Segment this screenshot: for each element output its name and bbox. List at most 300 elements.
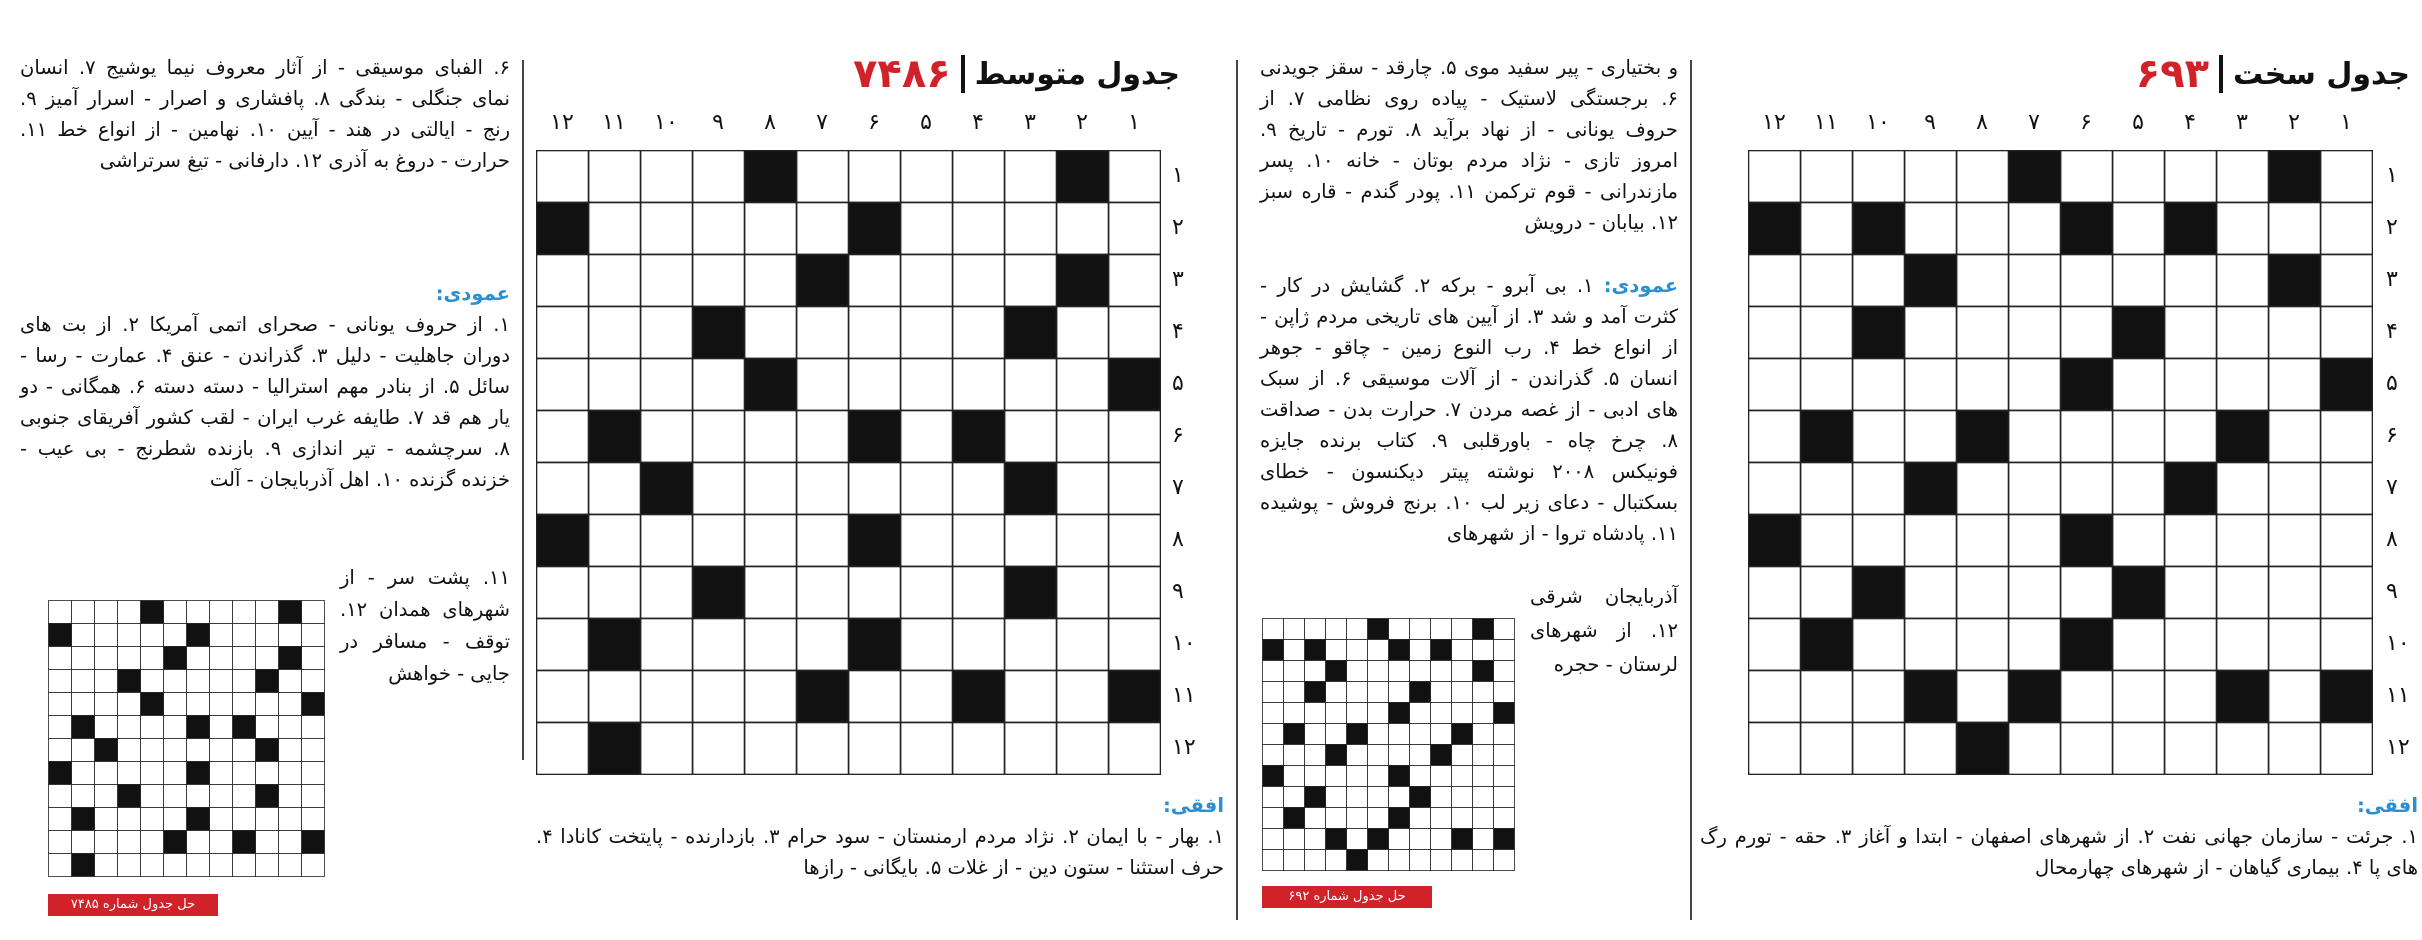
white-cell[interactable] bbox=[1057, 307, 1109, 359]
white-cell bbox=[1263, 661, 1284, 682]
white-cell[interactable] bbox=[901, 255, 953, 307]
black-cell bbox=[2113, 567, 2165, 619]
white-cell[interactable] bbox=[641, 151, 693, 203]
white-cell[interactable] bbox=[1005, 619, 1057, 671]
white-cell[interactable] bbox=[901, 671, 953, 723]
white-cell[interactable] bbox=[2217, 307, 2269, 359]
white-cell[interactable] bbox=[1905, 203, 1957, 255]
hard-puzzle-number: ۶۹۳ bbox=[2135, 51, 2210, 97]
black-cell bbox=[1326, 661, 1347, 682]
black-cell bbox=[537, 203, 589, 255]
white-cell[interactable] bbox=[1057, 567, 1109, 619]
white-cell bbox=[187, 854, 210, 877]
white-cell[interactable] bbox=[2269, 567, 2321, 619]
white-cell[interactable] bbox=[1109, 515, 1161, 567]
white-cell[interactable] bbox=[537, 151, 589, 203]
black-cell bbox=[849, 515, 901, 567]
white-cell bbox=[210, 762, 233, 785]
white-cell bbox=[95, 762, 118, 785]
white-cell[interactable] bbox=[2217, 203, 2269, 255]
black-cell bbox=[953, 671, 1005, 723]
white-cell[interactable] bbox=[849, 671, 901, 723]
white-cell[interactable] bbox=[641, 671, 693, 723]
white-cell bbox=[256, 716, 279, 739]
white-cell[interactable] bbox=[2009, 515, 2061, 567]
white-cell[interactable] bbox=[745, 567, 797, 619]
white-cell[interactable] bbox=[2269, 463, 2321, 515]
white-cell[interactable] bbox=[1853, 255, 1905, 307]
white-cell[interactable] bbox=[2217, 567, 2269, 619]
white-cell[interactable] bbox=[901, 619, 953, 671]
white-cell[interactable] bbox=[797, 151, 849, 203]
white-cell[interactable] bbox=[2009, 411, 2061, 463]
white-cell[interactable] bbox=[589, 151, 641, 203]
white-cell[interactable] bbox=[2321, 151, 2373, 203]
white-cell[interactable] bbox=[693, 151, 745, 203]
white-cell[interactable] bbox=[849, 723, 901, 775]
white-cell[interactable] bbox=[1109, 307, 1161, 359]
white-cell[interactable] bbox=[901, 723, 953, 775]
white-cell[interactable] bbox=[2321, 515, 2373, 567]
black-cell bbox=[1905, 671, 1957, 723]
white-cell[interactable] bbox=[1005, 359, 1057, 411]
white-cell bbox=[1347, 619, 1368, 640]
white-cell bbox=[279, 808, 302, 831]
white-cell[interactable] bbox=[1749, 307, 1801, 359]
white-cell[interactable] bbox=[1005, 671, 1057, 723]
white-cell[interactable] bbox=[2113, 411, 2165, 463]
white-cell[interactable] bbox=[2061, 723, 2113, 775]
white-cell[interactable] bbox=[745, 723, 797, 775]
white-cell[interactable] bbox=[1957, 359, 2009, 411]
white-cell[interactable] bbox=[1853, 411, 1905, 463]
white-cell[interactable] bbox=[745, 307, 797, 359]
white-cell[interactable] bbox=[1801, 203, 1853, 255]
white-cell[interactable] bbox=[1005, 723, 1057, 775]
white-cell[interactable] bbox=[1905, 515, 1957, 567]
white-cell[interactable] bbox=[693, 723, 745, 775]
white-cell[interactable] bbox=[693, 411, 745, 463]
white-cell[interactable] bbox=[641, 359, 693, 411]
white-cell[interactable] bbox=[1801, 359, 1853, 411]
white-cell[interactable] bbox=[1749, 151, 1801, 203]
white-cell[interactable] bbox=[1057, 359, 1109, 411]
white-cell[interactable] bbox=[589, 515, 641, 567]
white-cell[interactable] bbox=[745, 255, 797, 307]
black-cell bbox=[2061, 203, 2113, 255]
white-cell[interactable] bbox=[1109, 151, 1161, 203]
white-cell bbox=[1284, 661, 1305, 682]
white-cell[interactable] bbox=[1801, 151, 1853, 203]
white-cell[interactable] bbox=[797, 723, 849, 775]
white-cell[interactable] bbox=[2165, 359, 2217, 411]
white-cell[interactable] bbox=[1057, 515, 1109, 567]
white-cell[interactable] bbox=[1057, 463, 1109, 515]
across-clue-text: ۱. بهار - با ایمان ۲. نژاد مردم ارمنستان - سود حرام ۳. بازدارنده - پایتخت کانادا ۴. حرف استثنا - ستون دین - از غلات ۵. بایگانی - رازها bbox=[536, 825, 1225, 879]
white-cell bbox=[141, 831, 164, 854]
white-cell[interactable] bbox=[2165, 307, 2217, 359]
white-cell[interactable] bbox=[2009, 255, 2061, 307]
white-cell bbox=[1410, 724, 1431, 745]
white-cell[interactable] bbox=[2009, 567, 2061, 619]
white-cell[interactable] bbox=[1853, 463, 1905, 515]
white-cell[interactable] bbox=[2061, 463, 2113, 515]
white-cell[interactable] bbox=[2009, 359, 2061, 411]
white-cell bbox=[72, 647, 95, 670]
white-cell bbox=[1305, 619, 1326, 640]
white-cell[interactable] bbox=[797, 359, 849, 411]
white-cell[interactable] bbox=[2321, 255, 2373, 307]
white-cell[interactable] bbox=[1801, 723, 1853, 775]
white-cell[interactable] bbox=[2113, 463, 2165, 515]
white-cell[interactable] bbox=[2269, 619, 2321, 671]
white-cell bbox=[1263, 808, 1284, 829]
white-cell[interactable] bbox=[1005, 203, 1057, 255]
white-cell bbox=[256, 831, 279, 854]
white-cell[interactable] bbox=[2217, 151, 2269, 203]
white-cell[interactable] bbox=[1801, 515, 1853, 567]
white-cell[interactable] bbox=[1057, 203, 1109, 255]
white-cell bbox=[1389, 787, 1410, 808]
white-cell[interactable] bbox=[1749, 671, 1801, 723]
white-cell[interactable] bbox=[1905, 359, 1957, 411]
column-number: ۱ bbox=[1128, 110, 1140, 135]
white-cell[interactable] bbox=[1005, 151, 1057, 203]
white-cell[interactable] bbox=[849, 567, 901, 619]
white-cell[interactable] bbox=[2217, 723, 2269, 775]
white-cell[interactable] bbox=[2061, 671, 2113, 723]
white-cell[interactable] bbox=[1749, 567, 1801, 619]
white-cell[interactable] bbox=[1905, 151, 1957, 203]
white-cell[interactable] bbox=[1005, 255, 1057, 307]
white-cell[interactable] bbox=[641, 411, 693, 463]
white-cell[interactable] bbox=[1749, 463, 1801, 515]
white-cell[interactable] bbox=[2217, 463, 2269, 515]
white-cell[interactable] bbox=[2165, 671, 2217, 723]
white-cell[interactable] bbox=[2113, 359, 2165, 411]
white-cell[interactable] bbox=[953, 567, 1005, 619]
white-cell[interactable] bbox=[1957, 463, 2009, 515]
white-cell[interactable] bbox=[2321, 567, 2373, 619]
white-cell[interactable] bbox=[1109, 567, 1161, 619]
white-cell[interactable] bbox=[1057, 411, 1109, 463]
medium-puzzle-label: جدول متوسط bbox=[974, 56, 1180, 92]
white-cell[interactable] bbox=[589, 671, 641, 723]
white-cell[interactable] bbox=[2009, 619, 2061, 671]
white-cell bbox=[1494, 745, 1515, 766]
white-cell[interactable] bbox=[1005, 515, 1057, 567]
white-cell bbox=[1452, 808, 1473, 829]
white-cell[interactable] bbox=[1801, 255, 1853, 307]
white-cell[interactable] bbox=[537, 255, 589, 307]
white-cell[interactable] bbox=[2165, 723, 2217, 775]
white-cell[interactable] bbox=[589, 307, 641, 359]
white-cell[interactable] bbox=[797, 307, 849, 359]
white-cell[interactable] bbox=[2321, 307, 2373, 359]
white-cell[interactable] bbox=[1109, 203, 1161, 255]
white-cell[interactable] bbox=[1957, 619, 2009, 671]
row-number: ۱۲ bbox=[1172, 735, 1196, 760]
white-cell[interactable] bbox=[1801, 307, 1853, 359]
white-cell[interactable] bbox=[693, 359, 745, 411]
white-cell[interactable] bbox=[2113, 723, 2165, 775]
white-cell[interactable] bbox=[1005, 411, 1057, 463]
white-cell bbox=[1284, 703, 1305, 724]
black-cell bbox=[1389, 766, 1410, 787]
white-cell[interactable] bbox=[1957, 203, 2009, 255]
white-cell[interactable] bbox=[2217, 619, 2269, 671]
white-cell[interactable] bbox=[2321, 463, 2373, 515]
white-cell[interactable] bbox=[641, 619, 693, 671]
white-cell[interactable] bbox=[849, 151, 901, 203]
white-cell[interactable] bbox=[1905, 411, 1957, 463]
white-cell[interactable] bbox=[693, 619, 745, 671]
white-cell[interactable] bbox=[1957, 151, 2009, 203]
white-cell[interactable] bbox=[901, 307, 953, 359]
white-cell[interactable] bbox=[2113, 151, 2165, 203]
black-cell bbox=[1957, 411, 2009, 463]
white-cell[interactable] bbox=[797, 203, 849, 255]
white-cell[interactable] bbox=[745, 203, 797, 255]
medium-down-clues-tail bbox=[340, 562, 510, 690]
white-cell[interactable] bbox=[797, 619, 849, 671]
white-cell[interactable] bbox=[1109, 463, 1161, 515]
white-cell[interactable] bbox=[2269, 723, 2321, 775]
white-cell[interactable] bbox=[2217, 515, 2269, 567]
white-cell[interactable] bbox=[1109, 619, 1161, 671]
white-cell[interactable] bbox=[1801, 671, 1853, 723]
white-cell[interactable] bbox=[797, 463, 849, 515]
white-cell[interactable] bbox=[537, 567, 589, 619]
white-cell[interactable] bbox=[797, 411, 849, 463]
white-cell[interactable] bbox=[2217, 255, 2269, 307]
white-cell bbox=[164, 739, 187, 762]
white-cell[interactable] bbox=[2113, 515, 2165, 567]
white-cell[interactable] bbox=[953, 151, 1005, 203]
white-cell[interactable] bbox=[2321, 619, 2373, 671]
white-cell[interactable] bbox=[2321, 411, 2373, 463]
white-cell[interactable] bbox=[953, 515, 1005, 567]
white-cell[interactable] bbox=[693, 515, 745, 567]
white-cell[interactable] bbox=[745, 515, 797, 567]
white-cell[interactable] bbox=[537, 619, 589, 671]
white-cell bbox=[1368, 745, 1389, 766]
white-cell bbox=[95, 854, 118, 877]
white-cell bbox=[1473, 829, 1494, 850]
white-cell[interactable] bbox=[953, 255, 1005, 307]
black-cell bbox=[1284, 808, 1305, 829]
white-cell[interactable] bbox=[2165, 515, 2217, 567]
white-cell[interactable] bbox=[589, 463, 641, 515]
column-divider bbox=[1236, 60, 1238, 920]
white-cell[interactable] bbox=[1109, 723, 1161, 775]
white-cell[interactable] bbox=[2009, 463, 2061, 515]
white-cell bbox=[1263, 724, 1284, 745]
white-cell[interactable] bbox=[1057, 671, 1109, 723]
white-cell[interactable] bbox=[2321, 723, 2373, 775]
white-cell[interactable] bbox=[1749, 411, 1801, 463]
white-cell[interactable] bbox=[849, 359, 901, 411]
white-cell[interactable] bbox=[745, 619, 797, 671]
white-cell[interactable] bbox=[901, 515, 953, 567]
white-cell[interactable] bbox=[641, 255, 693, 307]
white-cell[interactable] bbox=[2321, 203, 2373, 255]
row-number: ۸ bbox=[2386, 527, 2398, 552]
white-cell[interactable] bbox=[1957, 515, 2009, 567]
medium-row-numbers bbox=[1172, 150, 1196, 774]
white-cell[interactable] bbox=[2165, 255, 2217, 307]
white-cell[interactable] bbox=[2113, 671, 2165, 723]
black-cell bbox=[187, 808, 210, 831]
white-cell[interactable] bbox=[1749, 723, 1801, 775]
white-cell[interactable] bbox=[1749, 359, 1801, 411]
white-cell[interactable] bbox=[1853, 671, 1905, 723]
white-cell[interactable] bbox=[641, 723, 693, 775]
white-cell[interactable] bbox=[537, 359, 589, 411]
hard-down-clues bbox=[1260, 270, 1678, 549]
white-cell[interactable] bbox=[1057, 723, 1109, 775]
white-cell[interactable] bbox=[2269, 203, 2321, 255]
white-cell[interactable] bbox=[849, 255, 901, 307]
white-cell bbox=[1368, 850, 1389, 871]
black-cell bbox=[1005, 463, 1057, 515]
white-cell[interactable] bbox=[1957, 307, 2009, 359]
white-cell[interactable] bbox=[693, 203, 745, 255]
white-cell[interactable] bbox=[641, 567, 693, 619]
white-cell[interactable] bbox=[1853, 619, 1905, 671]
white-cell[interactable] bbox=[2269, 307, 2321, 359]
white-cell[interactable] bbox=[1957, 567, 2009, 619]
white-cell[interactable] bbox=[2269, 411, 2321, 463]
column-divider bbox=[1690, 60, 1692, 920]
white-cell[interactable] bbox=[901, 203, 953, 255]
white-cell[interactable] bbox=[2009, 307, 2061, 359]
white-cell[interactable] bbox=[901, 359, 953, 411]
white-cell[interactable] bbox=[1801, 463, 1853, 515]
white-cell[interactable] bbox=[2165, 411, 2217, 463]
white-cell[interactable] bbox=[2061, 307, 2113, 359]
white-cell bbox=[95, 785, 118, 808]
solution-7485-caption: حل جدول شماره ۷۴۸۵ bbox=[48, 894, 218, 916]
white-cell bbox=[1347, 703, 1368, 724]
white-cell[interactable] bbox=[953, 359, 1005, 411]
medium-crossword-grid[interactable] bbox=[536, 150, 1161, 775]
white-cell[interactable] bbox=[537, 307, 589, 359]
white-cell[interactable] bbox=[2061, 567, 2113, 619]
white-cell[interactable] bbox=[1853, 151, 1905, 203]
row-number: ۹ bbox=[1172, 579, 1184, 604]
white-cell[interactable] bbox=[953, 463, 1005, 515]
white-cell bbox=[95, 601, 118, 624]
white-cell[interactable] bbox=[1057, 619, 1109, 671]
white-cell[interactable] bbox=[641, 515, 693, 567]
white-cell[interactable] bbox=[953, 619, 1005, 671]
white-cell bbox=[233, 785, 256, 808]
white-cell bbox=[187, 601, 210, 624]
white-cell[interactable] bbox=[1109, 255, 1161, 307]
white-cell[interactable] bbox=[901, 151, 953, 203]
white-cell[interactable] bbox=[2061, 151, 2113, 203]
white-cell[interactable] bbox=[1905, 567, 1957, 619]
white-cell[interactable] bbox=[1853, 359, 1905, 411]
white-cell[interactable] bbox=[953, 203, 1005, 255]
white-cell[interactable] bbox=[745, 411, 797, 463]
white-cell[interactable] bbox=[589, 255, 641, 307]
white-cell[interactable] bbox=[537, 463, 589, 515]
white-cell[interactable] bbox=[589, 567, 641, 619]
white-cell bbox=[187, 785, 210, 808]
white-cell[interactable] bbox=[1957, 255, 2009, 307]
white-cell[interactable] bbox=[1905, 307, 1957, 359]
white-cell[interactable] bbox=[641, 203, 693, 255]
white-cell[interactable] bbox=[953, 723, 1005, 775]
white-cell[interactable] bbox=[2113, 619, 2165, 671]
white-cell[interactable] bbox=[2113, 203, 2165, 255]
white-cell[interactable] bbox=[1109, 411, 1161, 463]
white-cell[interactable] bbox=[1853, 723, 1905, 775]
white-cell[interactable] bbox=[901, 463, 953, 515]
white-cell[interactable] bbox=[953, 307, 1005, 359]
white-cell[interactable] bbox=[1853, 515, 1905, 567]
hard-crossword-grid[interactable] bbox=[1748, 150, 2373, 775]
black-cell bbox=[95, 739, 118, 762]
white-cell bbox=[1431, 850, 1452, 871]
white-cell[interactable] bbox=[589, 203, 641, 255]
white-cell bbox=[49, 854, 72, 877]
white-cell[interactable] bbox=[693, 671, 745, 723]
white-cell[interactable] bbox=[537, 671, 589, 723]
white-cell[interactable] bbox=[1749, 255, 1801, 307]
white-cell[interactable] bbox=[2113, 255, 2165, 307]
white-cell[interactable] bbox=[745, 463, 797, 515]
white-cell[interactable] bbox=[849, 307, 901, 359]
white-cell[interactable] bbox=[2061, 255, 2113, 307]
white-cell[interactable] bbox=[693, 255, 745, 307]
white-cell[interactable] bbox=[2217, 359, 2269, 411]
white-cell[interactable] bbox=[2165, 151, 2217, 203]
white-cell[interactable] bbox=[589, 359, 641, 411]
white-cell[interactable] bbox=[537, 723, 589, 775]
white-cell[interactable] bbox=[2061, 411, 2113, 463]
white-cell bbox=[1284, 766, 1305, 787]
white-cell[interactable] bbox=[1801, 567, 1853, 619]
white-cell[interactable] bbox=[1905, 723, 1957, 775]
white-cell[interactable] bbox=[1905, 619, 1957, 671]
white-cell[interactable] bbox=[693, 463, 745, 515]
white-cell[interactable] bbox=[1957, 671, 2009, 723]
black-cell bbox=[797, 671, 849, 723]
white-cell bbox=[1347, 661, 1368, 682]
white-cell[interactable] bbox=[537, 411, 589, 463]
white-cell[interactable] bbox=[641, 307, 693, 359]
white-cell[interactable] bbox=[1749, 619, 1801, 671]
white-cell[interactable] bbox=[2269, 515, 2321, 567]
white-cell[interactable] bbox=[2165, 567, 2217, 619]
white-cell[interactable] bbox=[2269, 671, 2321, 723]
white-cell[interactable] bbox=[901, 411, 953, 463]
white-cell[interactable] bbox=[2165, 619, 2217, 671]
white-cell[interactable] bbox=[745, 671, 797, 723]
white-cell[interactable] bbox=[901, 567, 953, 619]
white-cell[interactable] bbox=[2009, 203, 2061, 255]
white-cell[interactable] bbox=[797, 567, 849, 619]
white-cell[interactable] bbox=[797, 515, 849, 567]
medium-puzzle-number: ۷۴۸۶ bbox=[853, 51, 951, 97]
row-number: ۲ bbox=[1172, 215, 1184, 240]
white-cell[interactable] bbox=[2269, 359, 2321, 411]
white-cell[interactable] bbox=[849, 463, 901, 515]
white-cell[interactable] bbox=[2009, 723, 2061, 775]
